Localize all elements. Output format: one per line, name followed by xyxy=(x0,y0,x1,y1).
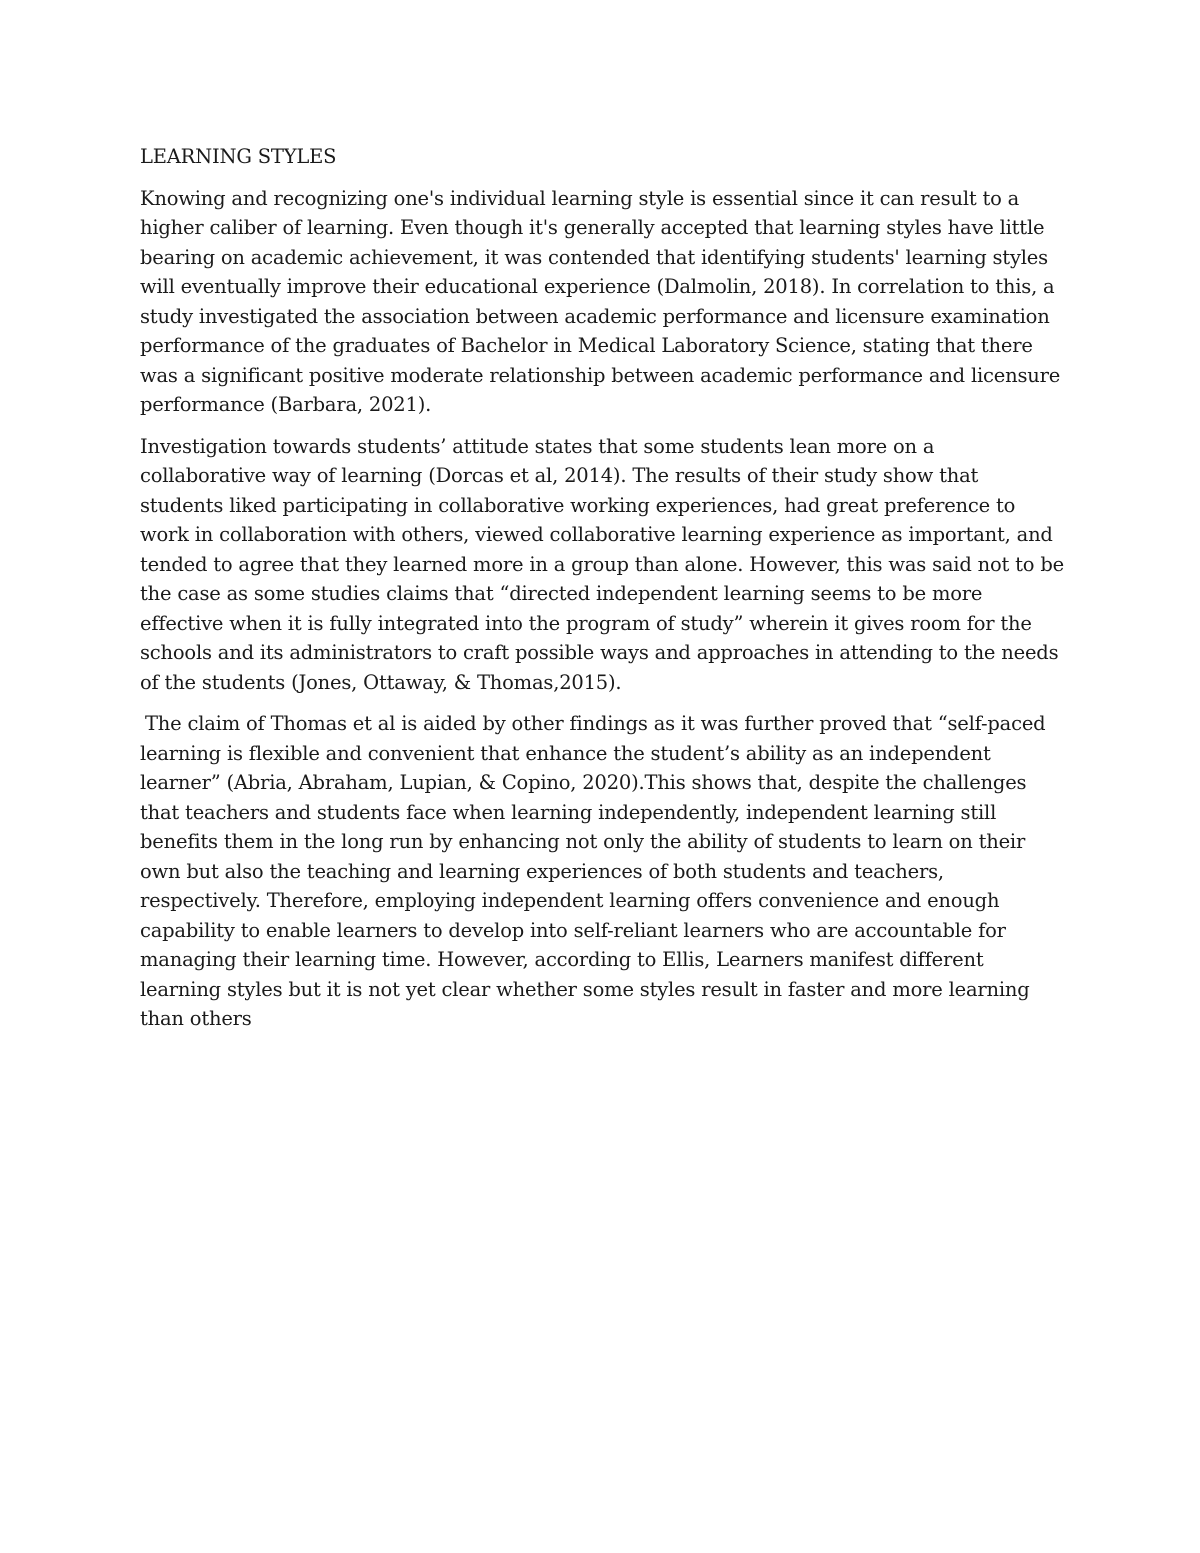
paragraph-1: Knowing and recognizing one's individual learning style is essential since it can result to a higher caliber of learning. Even though it's generally accepted that learning styles have little bearing on academic achievement, it was contended that identifying students' learning styles will eventually improve their educational experience (Dalmolin, 2018). In correlation to this, a study investigated the association between academic performance and licensure examination performance of the graduates of Bachelor in Medical Laboratory Science, stating that there was a significant positive moderate relationship between academic performance and licensure performance (Barbara, 2021). xyxy=(140,186,1061,416)
document-body xyxy=(140,142,1065,1046)
paragraph-2: Investigation towards students’ attitude states that some students lean more on a collaborative way of learning (Dorcas et al, 2014). The results of their study show that students liked participating in collaborative working experiences, had great preference to work in collaboration with others, viewed collaborative learning experience as important, and tended to agree that they learned more in a group than alone. However, this was said not to be the case as some studies claims that “directed independent learning seems to be more effective when it is fully integrated into the program of study” wherein it gives room for the schools and its administrators to craft possible ways and approaches in attending to the needs of the students (Jones, Ottaway, & Thomas,2015). xyxy=(140,434,1064,694)
paragraph-3: The claim of Thomas et al is aided by other findings as it was further proved that “self-paced learning is flexible and convenient that enhance the student’s ability as an independent learner” (Abria, Abraham, Lupian, & Copino, 2020).This shows that, despite the challenges that teachers and students face when learning independently, independent learning still benefits them in the long run by enhancing not only the ability of students to learn on their own but also the teaching and learning experiences of both students and teachers, respectively. Therefore, employing independent learning offers convenience and enough capability to enable learners to develop into self-reliant learners who are accountable for managing their learning time. However, according to Ellis, Learners manifest different learning styles but it is not yet clear whether some styles result in faster and more learning than others xyxy=(140,712,1046,1030)
document-heading: LEARNING STYLES xyxy=(140,145,337,168)
